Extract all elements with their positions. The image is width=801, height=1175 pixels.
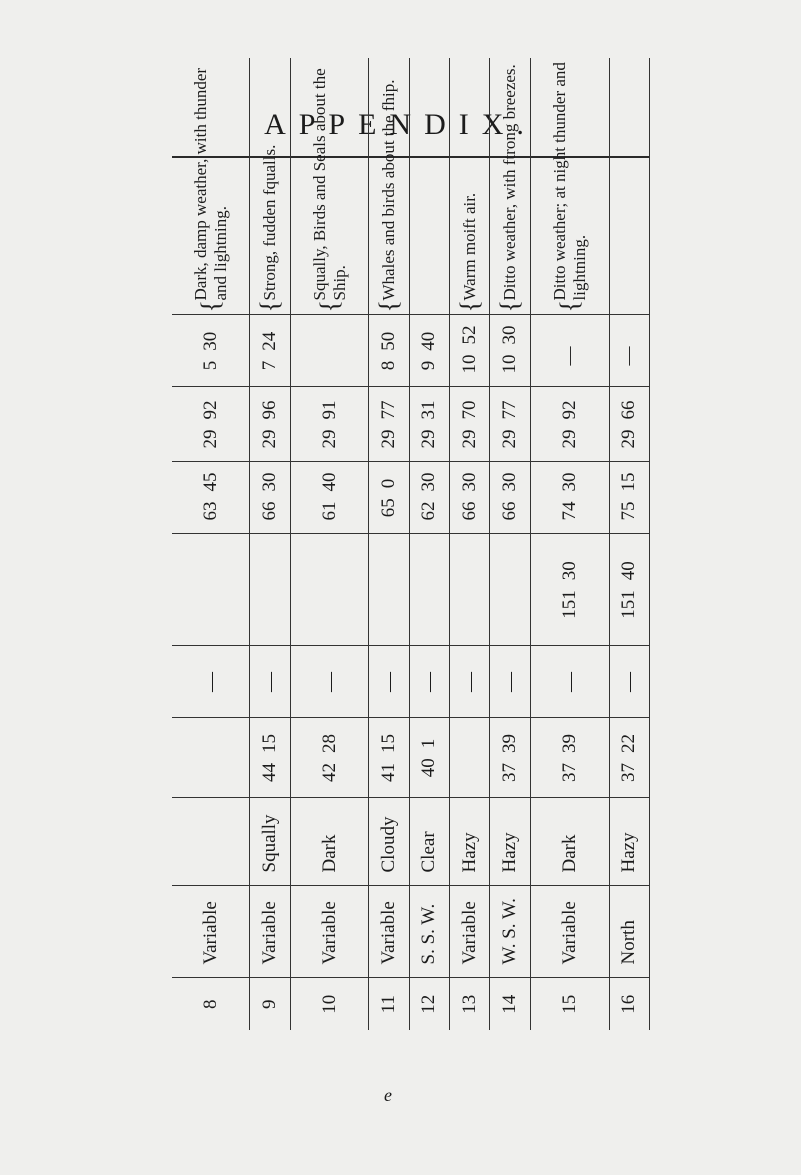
hour-cell bbox=[490, 718, 530, 798]
remark-cell bbox=[250, 58, 290, 315]
weather-cell bbox=[250, 798, 290, 886]
time-main: 5 bbox=[199, 360, 221, 371]
barometer-main: 29 bbox=[499, 429, 521, 449]
barometer-minor: 31 bbox=[418, 400, 440, 420]
hour-cell bbox=[250, 718, 290, 798]
remark-cell bbox=[450, 58, 490, 315]
barometer-cell bbox=[530, 387, 609, 462]
barometer-cell bbox=[490, 387, 530, 462]
dash-cell bbox=[172, 646, 250, 718]
weather-cell bbox=[490, 798, 530, 886]
time-minor: 50 bbox=[378, 331, 400, 351]
weather-main: Cloudy bbox=[378, 816, 400, 873]
hour-minor bbox=[459, 748, 480, 758]
hour-main: 37 bbox=[618, 763, 640, 782]
hour-main bbox=[200, 758, 221, 768]
time-minor: 30 bbox=[199, 331, 221, 351]
remark-cell bbox=[530, 58, 609, 315]
latitude-cell bbox=[530, 462, 609, 534]
time-main: — bbox=[618, 346, 640, 366]
remark-text: Strong, fudden fqualls. bbox=[259, 144, 279, 301]
weather-main: Clear bbox=[418, 831, 440, 873]
wind-main: Variable bbox=[558, 901, 580, 965]
barometer-minor: 70 bbox=[458, 400, 480, 420]
time-minor bbox=[319, 341, 340, 351]
remark-cell bbox=[290, 58, 369, 315]
remark-cell bbox=[369, 58, 409, 315]
table-row bbox=[609, 58, 649, 1030]
dash-mark: — bbox=[418, 672, 441, 692]
brace-mark: { bbox=[195, 300, 225, 313]
brace-mark: { bbox=[495, 300, 525, 313]
latitude-main: 74 bbox=[558, 501, 580, 521]
longitude-cell bbox=[369, 534, 409, 646]
remark-text: Ditto weather; at night thunder and lightning. bbox=[549, 62, 589, 301]
table-row bbox=[290, 58, 369, 1030]
barometer-cell bbox=[250, 387, 290, 462]
dash-cell bbox=[369, 646, 409, 718]
time-main: 10 bbox=[499, 354, 521, 374]
barometer-main: 29 bbox=[258, 429, 280, 449]
brace-mark: { bbox=[254, 300, 284, 313]
longitude-cell bbox=[490, 534, 530, 646]
wind-main: Variable bbox=[458, 901, 480, 965]
time-minor bbox=[559, 332, 580, 342]
weather-cell bbox=[172, 798, 250, 886]
barometer-minor: 91 bbox=[318, 400, 340, 420]
time-minor: 52 bbox=[458, 325, 480, 345]
remark-text: Warm moift air. bbox=[459, 192, 479, 301]
dash-cell bbox=[609, 646, 649, 718]
day-cell bbox=[409, 978, 449, 1030]
barometer-minor: 92 bbox=[199, 400, 221, 420]
footer-mark: e bbox=[384, 1085, 392, 1105]
latitude-minor: 45 bbox=[199, 472, 221, 492]
table-row bbox=[450, 58, 490, 1030]
wind-main: Variable bbox=[199, 901, 221, 965]
latitude-cell bbox=[409, 462, 449, 534]
remark-text: Ditto weather, with ftrong breezes. bbox=[500, 64, 520, 301]
latitude-main: 61 bbox=[318, 501, 340, 521]
latitude-cell bbox=[609, 462, 649, 534]
hour-cell bbox=[609, 718, 649, 798]
wind-main: S. S. W. bbox=[418, 903, 440, 965]
latitude-main: 62 bbox=[418, 501, 440, 521]
barometer-main: 29 bbox=[458, 429, 480, 449]
weather-cell bbox=[530, 798, 609, 886]
latitude-minor: 30 bbox=[418, 472, 440, 492]
dash-mark: — bbox=[199, 672, 222, 692]
day-main: 11 bbox=[378, 995, 400, 1014]
brace-mark: { bbox=[454, 300, 484, 313]
latitude-main: 66 bbox=[499, 501, 521, 521]
barometer-cell bbox=[369, 387, 409, 462]
hour-main: 42 bbox=[318, 763, 340, 782]
latitude-main: 75 bbox=[618, 501, 640, 521]
day-main: 8 bbox=[199, 999, 221, 1009]
weather-cell bbox=[409, 798, 449, 886]
longitude-main: 151 bbox=[618, 590, 640, 619]
barometer-minor: 77 bbox=[378, 400, 400, 420]
latitude-cell bbox=[250, 462, 290, 534]
wind-cell bbox=[290, 886, 369, 978]
barometer-main: 29 bbox=[318, 429, 340, 449]
latitude-main: 66 bbox=[458, 501, 480, 521]
time-main: 10 bbox=[458, 354, 480, 374]
latitude-minor: 15 bbox=[618, 472, 640, 492]
rotated-table bbox=[172, 58, 650, 1030]
longitude-cell bbox=[609, 534, 649, 646]
dash-mark: — bbox=[558, 672, 581, 692]
time-main bbox=[319, 351, 340, 361]
time-minor: 40 bbox=[418, 331, 440, 351]
latitude-main: 65 bbox=[378, 498, 400, 518]
hour-main bbox=[459, 758, 480, 768]
remark-cell bbox=[609, 58, 649, 315]
wind-cell bbox=[172, 886, 250, 978]
longitude-cell bbox=[250, 534, 290, 646]
remark-text: Whales and birds about the fhip. bbox=[379, 79, 399, 301]
table-row bbox=[530, 58, 609, 1030]
hour-minor: 22 bbox=[618, 734, 640, 753]
latitude-minor: 0 bbox=[378, 478, 400, 489]
weather-main: Hazy bbox=[618, 832, 640, 873]
day-cell bbox=[290, 978, 369, 1030]
weather-cell bbox=[290, 798, 369, 886]
hour-cell bbox=[409, 718, 449, 798]
wind-cell bbox=[530, 886, 609, 978]
longitude-cell bbox=[290, 534, 369, 646]
hour-minor: 15 bbox=[378, 734, 400, 753]
dash-cell bbox=[490, 646, 530, 718]
weather-main: Dark bbox=[318, 834, 340, 873]
wind-main: W. S. W. bbox=[499, 898, 521, 965]
dash-cell bbox=[409, 646, 449, 718]
latitude-main: 66 bbox=[258, 501, 280, 521]
weather-main: Dark bbox=[558, 834, 580, 873]
time-cell bbox=[609, 315, 649, 387]
barometer-main: 29 bbox=[199, 429, 221, 449]
wind-cell bbox=[490, 886, 530, 978]
time-cell bbox=[290, 315, 369, 387]
wind-main: Variable bbox=[378, 901, 400, 965]
dash-mark: — bbox=[378, 672, 401, 692]
table-row bbox=[250, 58, 290, 1030]
latitude-cell bbox=[369, 462, 409, 534]
weather-main: Hazy bbox=[458, 832, 480, 873]
wind-cell bbox=[369, 886, 409, 978]
longitude-main: 151 bbox=[558, 590, 580, 619]
longitude-minor: 30 bbox=[558, 561, 580, 581]
barometer-minor: 77 bbox=[499, 400, 521, 420]
barometer-cell bbox=[290, 387, 369, 462]
day-main: 16 bbox=[618, 994, 640, 1014]
remark-main bbox=[619, 291, 638, 301]
time-main: 8 bbox=[378, 360, 400, 371]
longitude-minor bbox=[200, 580, 221, 590]
day-cell bbox=[250, 978, 290, 1030]
day-cell bbox=[609, 978, 649, 1030]
wind-main: Variable bbox=[318, 901, 340, 965]
day-cell bbox=[450, 978, 490, 1030]
page-title: APPENDIX. bbox=[264, 108, 537, 141]
time-main: — bbox=[558, 346, 580, 366]
barometer-main: 29 bbox=[618, 429, 640, 449]
dash-cell bbox=[290, 646, 369, 718]
barometer-cell bbox=[409, 387, 449, 462]
dash-mark: — bbox=[458, 672, 481, 692]
hour-cell bbox=[369, 718, 409, 798]
day-main: 9 bbox=[258, 999, 280, 1009]
weather-cell bbox=[369, 798, 409, 886]
longitude-cell bbox=[450, 534, 490, 646]
remark-main bbox=[419, 291, 438, 301]
dash-cell bbox=[250, 646, 290, 718]
day-main: 13 bbox=[458, 994, 480, 1014]
hour-minor: 15 bbox=[258, 734, 280, 753]
weather-main: Squally bbox=[258, 814, 280, 873]
dash-cell bbox=[530, 646, 609, 718]
day-main: 15 bbox=[558, 994, 580, 1014]
table-row bbox=[409, 58, 449, 1030]
time-minor: 24 bbox=[258, 331, 280, 351]
dash-mark: — bbox=[499, 672, 522, 692]
longitude-cell bbox=[172, 534, 250, 646]
barometer-cell bbox=[172, 387, 250, 462]
wind-cell bbox=[450, 886, 490, 978]
wind-cell bbox=[609, 886, 649, 978]
remark-cell bbox=[490, 58, 530, 315]
latitude-main: 63 bbox=[199, 501, 221, 521]
latitude-minor: 40 bbox=[318, 472, 340, 492]
wind-cell bbox=[250, 886, 290, 978]
day-main: 14 bbox=[499, 994, 521, 1014]
wind-main: Variable bbox=[258, 901, 280, 965]
barometer-cell bbox=[450, 387, 490, 462]
longitude-cell bbox=[409, 534, 449, 646]
barometer-main: 29 bbox=[418, 429, 440, 449]
time-minor bbox=[618, 332, 639, 342]
hour-cell bbox=[530, 718, 609, 798]
time-main: 9 bbox=[418, 360, 440, 371]
hour-main: 37 bbox=[558, 763, 580, 782]
brace-mark: { bbox=[374, 300, 404, 313]
remark-cell bbox=[172, 58, 250, 315]
day-cell bbox=[490, 978, 530, 1030]
table-row bbox=[369, 58, 409, 1030]
latitude-cell bbox=[490, 462, 530, 534]
hour-main: 37 bbox=[499, 763, 521, 782]
latitude-minor: 30 bbox=[558, 472, 580, 492]
weather-cell bbox=[450, 798, 490, 886]
weather-main bbox=[200, 868, 221, 878]
barometer-minor: 66 bbox=[618, 400, 640, 420]
day-cell bbox=[369, 978, 409, 1030]
dash-mark: — bbox=[618, 672, 641, 692]
time-cell bbox=[530, 315, 609, 387]
day-main: 10 bbox=[318, 994, 340, 1014]
time-cell bbox=[172, 315, 250, 387]
hour-main: 41 bbox=[378, 763, 400, 782]
time-cell bbox=[409, 315, 449, 387]
barometer-minor: 92 bbox=[558, 400, 580, 420]
hour-minor: 39 bbox=[558, 734, 580, 753]
hour-cell bbox=[290, 718, 369, 798]
hour-cell bbox=[450, 718, 490, 798]
barometer-main: 29 bbox=[558, 429, 580, 449]
latitude-cell bbox=[290, 462, 369, 534]
latitude-minor: 30 bbox=[458, 472, 480, 492]
latitude-minor: 30 bbox=[258, 472, 280, 492]
time-minor: 30 bbox=[499, 325, 521, 345]
remark-cell bbox=[409, 58, 449, 315]
day-main: 12 bbox=[418, 994, 440, 1014]
table-row bbox=[172, 58, 250, 1030]
time-cell bbox=[450, 315, 490, 387]
longitude-cell bbox=[530, 534, 609, 646]
day-cell bbox=[530, 978, 609, 1030]
brace-mark: { bbox=[554, 300, 584, 313]
hour-main: 40 bbox=[418, 758, 440, 778]
barometer-main: 29 bbox=[378, 429, 400, 449]
hour-main: 44 bbox=[258, 763, 280, 782]
time-cell bbox=[490, 315, 530, 387]
dash-mark: — bbox=[258, 672, 281, 692]
dash-cell bbox=[450, 646, 490, 718]
table-row bbox=[490, 58, 530, 1030]
time-main: 7 bbox=[258, 360, 280, 371]
weather-cell bbox=[609, 798, 649, 886]
latitude-cell bbox=[172, 462, 250, 534]
latitude-cell bbox=[450, 462, 490, 534]
wind-main: North bbox=[618, 920, 640, 965]
longitude-minor: 40 bbox=[618, 561, 640, 581]
hour-cell bbox=[172, 718, 250, 798]
day-cell bbox=[172, 978, 250, 1030]
hour-minor: 28 bbox=[318, 734, 340, 753]
time-cell bbox=[250, 315, 290, 387]
time-cell bbox=[369, 315, 409, 387]
barometer-cell bbox=[609, 387, 649, 462]
latitude-minor: 30 bbox=[499, 472, 521, 492]
hour-minor: 39 bbox=[499, 734, 521, 753]
hour-minor bbox=[200, 748, 221, 758]
remark-text: Squally, Birds and Seals about the Ship. bbox=[309, 68, 349, 301]
weather-main: Hazy bbox=[499, 832, 521, 873]
dash-mark: — bbox=[318, 672, 341, 692]
longitude-main bbox=[200, 590, 221, 600]
hour-minor: 1 bbox=[418, 738, 440, 749]
wind-cell bbox=[409, 886, 449, 978]
remark-text: Dark, damp weather, with thunder and lightning. bbox=[190, 67, 230, 301]
brace-mark: { bbox=[314, 300, 344, 313]
barometer-minor: 96 bbox=[258, 400, 280, 420]
